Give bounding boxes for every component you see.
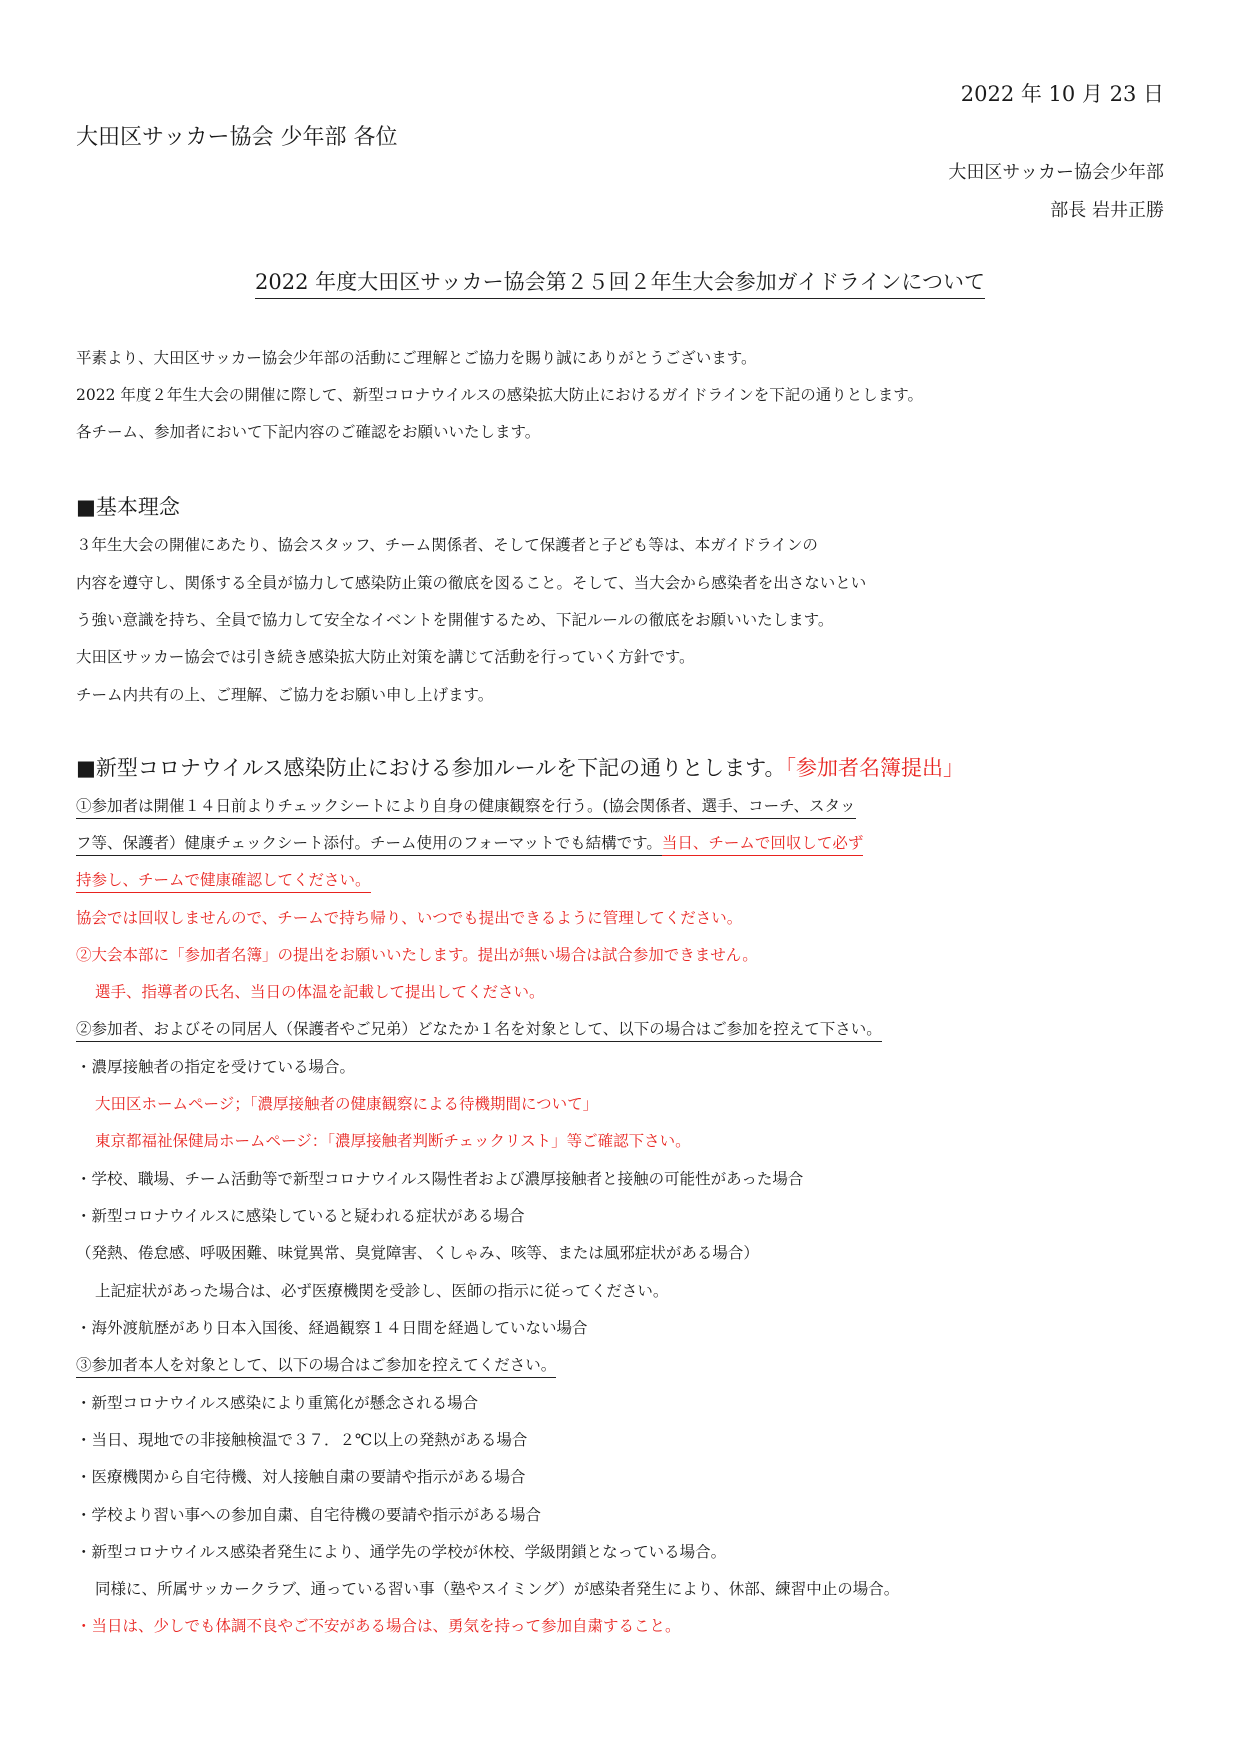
section-heading-participation-rules	[76, 752, 964, 782]
rule-2a-line: ②大会本部に「参加者名簿」の提出をお願いいたします。提出が無い場合は試合参加できません。	[76, 946, 758, 964]
principles-line-3: う強い意識を持ち、全員で協力して安全なイベントを開催するため、下記ルールの徹底をお願いいたします。	[76, 611, 834, 629]
rule-2a-sub-line: 選手、指導者の氏名、当日の体温を記載して提出してください。	[95, 983, 545, 1001]
rule-3-bullet-2: ・当日、現地での非接触検温で３７．２℃以上の発熱がある場合	[76, 1431, 528, 1449]
rule-2b-line	[76, 1017, 882, 1039]
intro-line-3: 各チーム、参加者において下記内容のご確認をお願いいたします。	[76, 423, 541, 441]
rules-heading-text: ■新型コロナウイルス感染防止における参加ルールを下記の通りとします。	[76, 756, 786, 780]
rule-1-line-2-red-text: 当日、チームで回収して必ず	[662, 834, 864, 856]
intro-line-2: 2022 年度２年生大会の開催に際して、新型コロナウイルスの感染拡大防止におけるガイドラインを下記の通りとします。	[76, 386, 923, 404]
rule-2b-tokyo-homepage: 東京都福祉保健局ホームページ：「濃厚接触者判断チェックリスト」等ご確認下さい。	[95, 1132, 691, 1150]
rule-2b-bullet-2: ・学校、職場、チーム活動等で新型コロナウイルス陽性者および濃厚接触者と接触の可能性があった場合	[76, 1170, 804, 1188]
sender-organization: 大田区サッカー協会少年部	[948, 162, 1164, 183]
rule-2b-ota-homepage: 大田区ホームページ；「濃厚接触者の健康観察による待機期間について」	[95, 1095, 599, 1113]
sender-name: 部長 岩井正勝	[1050, 200, 1164, 221]
rule-2b-bullet-3-advice: 上記症状があった場合は、必ず医療機関を受診し、医師の指示に従ってください。	[95, 1282, 669, 1300]
document-date: 2022 年 10 月 23 日	[960, 82, 1164, 106]
rule-2b-line-text: ②参加者、およびその同居人（保護者やご兄弟）どなたか１名を対象として、以下の場合はご参加を控えて下さい。	[76, 1020, 882, 1042]
principles-line-2: 内容を遵守し、関係する全員が協力して感染防止策の徹底を図ること。そして、当大会から感染者を出さないとい	[76, 574, 867, 592]
rule-1-line-1-text: ①参加者は開催１４日前よりチェックシートにより自身の健康観察を行う。(協会関係者、選手、コーチ、スタッ	[76, 797, 856, 819]
intro-line-1: 平素より、大田区サッカー協会少年部の活動にご理解とご協力を賜り誠にありがとうございます。	[76, 349, 757, 367]
section-heading-basic-principles: ■基本理念	[76, 495, 180, 519]
rules-heading-red-text: 「参加者名簿提出」	[785, 756, 964, 780]
rule-3-bullet-5: ・新型コロナウイルス感染者発生により、通学先の学校が休校、学級閉鎖となっている場合。	[76, 1543, 727, 1561]
rule-2b-bullet-1: ・濃厚接触者の指定を受けている場合。	[76, 1058, 356, 1076]
rule-3-bullet-5-sub: 同様に、所属サッカークラブ、通っている習い事（塾やスイミング）が感染者発生により、休部、練習中止の場合。	[95, 1580, 900, 1598]
rule-1-line-2	[76, 831, 863, 853]
rule-3-bullet-1: ・新型コロナウイルス感染により重篤化が懸念される場合	[76, 1394, 479, 1412]
rule-2b-bullet-4: ・海外渡航歴があり日本入国後、経過観察１４日間を経過していない場合	[76, 1319, 588, 1337]
principles-line-4: 大田区サッカー協会では引き続き感染拡大防止対策を講じて活動を行っていく方針です。	[76, 648, 695, 666]
rule-1-line-2-text: フ等、保護者）健康チェックシート添付。チーム使用のフォーマットでも結構です。	[76, 834, 662, 856]
final-caution-line: ・当日は、少しでも体調不良やご不安がある場合は、勇気を持って参加自粛すること。	[76, 1617, 681, 1635]
rule-1-line-4: 協会では回収しませんので、チームで持ち帰り、いつでも提出できるように管理してください。	[76, 909, 743, 927]
principles-line-1: ３年生大会の開催にあたり、協会スタッフ、チーム関係者、そして保護者と子ども等は、本ガイドラインの	[76, 536, 818, 554]
rule-1-line-3-text: 持参し、チームで健康確認してください。	[76, 871, 371, 893]
rule-3-bullet-3: ・医療機関から自宅待機、対人接触自粛の要請や指示がある場合	[76, 1468, 526, 1486]
principles-line-5: チーム内共有の上、ご理解、ご協力をお願い申し上げます。	[76, 686, 494, 704]
rule-1-line-3	[76, 868, 371, 890]
document-title-text: 2022 年度大田区サッカー協会第２５回２年生大会参加ガイドラインについて	[255, 270, 985, 299]
rule-3-line	[76, 1353, 556, 1375]
rule-2b-bullet-3-symptoms: （発熱、倦怠感、呼吸困難、味覚異常、臭覚障害、くしゃみ、咳等、または風邪症状がある場合）	[76, 1244, 759, 1262]
addressee: 大田区サッカー協会 少年部 各位	[76, 125, 398, 150]
rule-1-line-1	[76, 794, 856, 816]
rule-3-line-text: ③参加者本人を対象として、以下の場合はご参加を控えてください。	[76, 1356, 556, 1378]
document-title	[0, 266, 1240, 296]
rule-3-bullet-4: ・学校より習い事への参加自粛、自宅待機の要請や指示がある場合	[76, 1506, 542, 1524]
rule-2b-bullet-3: ・新型コロナウイルスに感染していると疑われる症状がある場合	[76, 1207, 525, 1225]
